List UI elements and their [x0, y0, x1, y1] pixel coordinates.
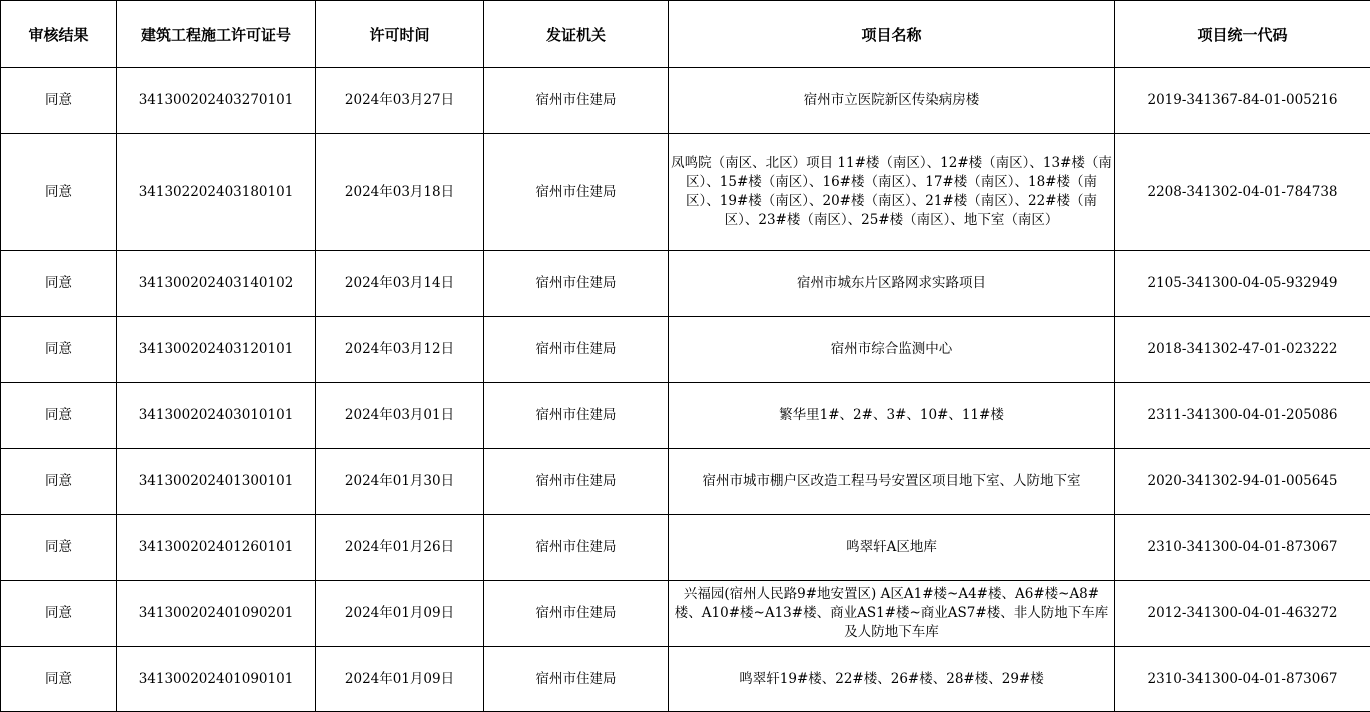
cell-project-name: 宿州市城市棚户区改造工程马号安置区项目地下室、人防地下室 — [669, 449, 1115, 515]
cell-project-name: 宿州市综合监测中心 — [669, 317, 1115, 383]
table-row — [1, 647, 1370, 712]
cell-result: 同意 — [1, 449, 117, 515]
cell-authority: 宿州市住建局 — [484, 134, 669, 251]
table-body — [1, 68, 1370, 712]
cell-date: 2024年03月27日 — [316, 68, 484, 134]
table-row — [1, 134, 1370, 251]
cell-authority: 宿州市住建局 — [484, 383, 669, 449]
cell-project-code: 2310-341300-04-01-873067 — [1115, 647, 1370, 712]
table-header — [1, 1, 1370, 68]
cell-permit-no: 341300202403120101 — [117, 317, 316, 383]
cell-date: 2024年03月12日 — [316, 317, 484, 383]
cell-date: 2024年03月01日 — [316, 383, 484, 449]
table-row — [1, 581, 1370, 647]
cell-project-code: 2019-341367-84-01-005216 — [1115, 68, 1370, 134]
cell-date: 2024年03月18日 — [316, 134, 484, 251]
cell-authority: 宿州市住建局 — [484, 449, 669, 515]
cell-authority: 宿州市住建局 — [484, 68, 669, 134]
cell-project-code: 2018-341302-47-01-023222 — [1115, 317, 1370, 383]
cell-project-name: 兴福园(宿州人民路9#地安置区) A区A1#楼~A4#楼、A6#楼~A8#楼、A10#楼~A13#楼、商业AS1#楼~商业AS7#楼、非人防地下车库及人防地下车库 — [669, 581, 1115, 647]
table-row — [1, 317, 1370, 383]
cell-project-name: 鸣翠轩A区地库 — [669, 515, 1115, 581]
cell-result: 同意 — [1, 134, 117, 251]
cell-permit-no: 341300202401300101 — [117, 449, 316, 515]
table-row — [1, 515, 1370, 581]
table-row — [1, 383, 1370, 449]
table-row — [1, 68, 1370, 134]
cell-date: 2024年01月09日 — [316, 581, 484, 647]
cell-result: 同意 — [1, 383, 117, 449]
cell-permit-no: 341302202403180101 — [117, 134, 316, 251]
cell-authority: 宿州市住建局 — [484, 515, 669, 581]
cell-project-code: 2311-341300-04-01-205086 — [1115, 383, 1370, 449]
cell-authority: 宿州市住建局 — [484, 581, 669, 647]
cell-date: 2024年01月30日 — [316, 449, 484, 515]
table-row — [1, 449, 1370, 515]
header-permit-no: 建筑工程施工许可证号 — [117, 1, 316, 68]
cell-project-code: 2020-341302-94-01-005645 — [1115, 449, 1370, 515]
cell-result: 同意 — [1, 68, 117, 134]
cell-date: 2024年03月14日 — [316, 251, 484, 317]
cell-date: 2024年01月26日 — [316, 515, 484, 581]
cell-result: 同意 — [1, 515, 117, 581]
header-project-code: 项目统一代码 — [1115, 1, 1370, 68]
header-project-name: 项目名称 — [669, 1, 1115, 68]
cell-result: 同意 — [1, 581, 117, 647]
cell-permit-no: 341300202401260101 — [117, 515, 316, 581]
header-date: 许可时间 — [316, 1, 484, 68]
cell-project-code: 2310-341300-04-01-873067 — [1115, 515, 1370, 581]
cell-authority: 宿州市住建局 — [484, 647, 669, 712]
cell-date: 2024年01月09日 — [316, 647, 484, 712]
cell-permit-no: 341300202403140102 — [117, 251, 316, 317]
cell-result: 同意 — [1, 251, 117, 317]
cell-project-name: 鸣翠轩19#楼、22#楼、26#楼、28#楼、29#楼 — [669, 647, 1115, 712]
table-row — [1, 251, 1370, 317]
cell-project-name: 繁华里1#、2#、3#、10#、11#楼 — [669, 383, 1115, 449]
header-authority: 发证机关 — [484, 1, 669, 68]
cell-project-code: 2208-341302-04-01-784738 — [1115, 134, 1370, 251]
cell-permit-no: 341300202403010101 — [117, 383, 316, 449]
cell-permit-no: 341300202401090201 — [117, 581, 316, 647]
cell-project-name: 宿州市城东片区路网求实路项目 — [669, 251, 1115, 317]
cell-permit-no: 341300202401090101 — [117, 647, 316, 712]
cell-project-code: 2105-341300-04-05-932949 — [1115, 251, 1370, 317]
cell-authority: 宿州市住建局 — [484, 251, 669, 317]
cell-project-code: 2012-341300-04-01-463272 — [1115, 581, 1370, 647]
cell-result: 同意 — [1, 317, 117, 383]
cell-authority: 宿州市住建局 — [484, 317, 669, 383]
cell-project-name: 宿州市立医院新区传染病房楼 — [669, 68, 1115, 134]
cell-project-name: 凤鸣院（南区、北区）项目 11#楼（南区）、12#楼（南区）、13#楼（南区）、15#楼（南区）、16#楼（南区）、17#楼（南区）、18#楼（南区）、19#楼（南区）、20#楼（南区）、21#楼（南区）、22#楼（南区）、23#楼（南区）、25#楼（南区）、地下室（南区） — [669, 134, 1115, 251]
header-result: 审核结果 — [1, 1, 117, 68]
cell-result: 同意 — [1, 647, 117, 712]
cell-permit-no: 341300202403270101 — [117, 68, 316, 134]
